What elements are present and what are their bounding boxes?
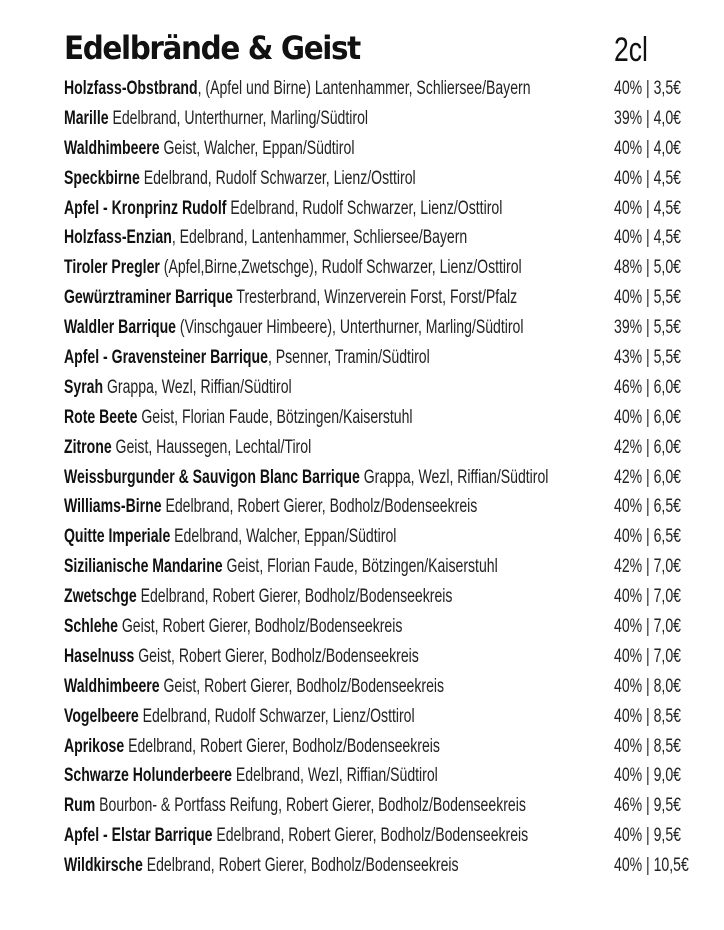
menu-item: [64, 433, 714, 463]
menu-item-price: 46% | 6,0€: [614, 376, 681, 398]
menu-item-name: Zitrone: [64, 436, 112, 458]
menu-item-details: , Psenner, Tramin/Südtirol: [267, 347, 430, 369]
menu-item-details: Edelbrand, Robert Gierer, Bodholz/Bodenseekreis: [142, 855, 459, 877]
menu-item-name: Apfel - Elstar Barrique: [64, 825, 213, 847]
menu-item: [64, 492, 714, 522]
menu-item-details: Edelbrand, Robert Gierer, Bodholz/Bodenseekreis: [161, 496, 478, 518]
menu-item-description: [64, 791, 526, 821]
menu-item-description: [64, 672, 444, 702]
menu-item-name: Marille: [64, 107, 109, 129]
menu-item: [64, 283, 714, 313]
menu-item-details: Geist, Robert Gierer, Bodholz/Bodenseekreis: [134, 645, 419, 667]
menu-item: [64, 732, 714, 762]
menu-item-description: [64, 492, 477, 522]
menu-item: [64, 463, 714, 493]
menu-item-description: [64, 702, 415, 732]
menu-item: [64, 642, 714, 672]
menu-title: Edelbrände & Geist: [64, 29, 360, 67]
serving-size: 2cl: [614, 31, 648, 69]
menu-item: [64, 74, 714, 104]
menu-item-name: Waldhimbeere: [64, 137, 160, 159]
menu-item: [64, 821, 714, 851]
menu-item-details: , Edelbrand, Lantenhammer, Schliersee/Bayern: [171, 227, 468, 249]
menu-item-description: [64, 74, 531, 104]
menu-item: [64, 761, 714, 791]
menu-item-description: [64, 223, 467, 253]
menu-item-name: Waldler Barrique: [64, 317, 176, 339]
menu-item-name: Quitte Imperiale: [64, 526, 171, 548]
menu-item-name: Holzfass-Obstbrand: [64, 78, 198, 99]
menu-item-details: Grappa, Wezl, Riffian/Südtirol: [359, 466, 549, 488]
menu-item-details: Edelbrand, Unterthurner, Marling/Südtirol: [108, 107, 369, 129]
menu-item-description: [64, 134, 354, 164]
menu-item-details: Geist, Robert Gierer, Bodholz/Bodenseekreis: [117, 616, 403, 638]
menu-item-price: 40% | 7,0€: [614, 616, 681, 638]
menu-item: [64, 253, 714, 283]
menu-item-price: 40% | 6,5€: [614, 496, 681, 518]
menu-item: [64, 343, 714, 373]
menu-item-name: Holzfass-Enzian: [64, 227, 172, 249]
menu-item-price: 40% | 4,5€: [614, 167, 681, 189]
menu-item-description: [64, 343, 430, 373]
menu-item-description: [64, 732, 440, 762]
menu-item-details: Edelbrand, Walcher, Eppan/Südtirol: [170, 526, 397, 548]
menu-item-price: 40% | 7,0€: [614, 586, 681, 608]
menu-item-details: Geist, Robert Gierer, Bodholz/Bodenseekreis: [159, 675, 445, 697]
menu-item-details: Edelbrand, Wezl, Riffian/Südtirol: [232, 765, 438, 787]
menu-item: [64, 223, 714, 253]
menu-item-description: [64, 522, 396, 552]
menu-item-price: 42% | 7,0€: [614, 556, 681, 578]
menu-item-name: Sizilianische Mandarine: [64, 556, 223, 578]
menu-item-description: [64, 582, 452, 612]
menu-item-price: 40% | 9,5€: [614, 825, 681, 847]
menu-item-name: Weissburgunder & Sauvigon Blanc Barrique: [64, 466, 360, 488]
menu-item-details: Edelbrand, Rudolf Schwarzer, Lienz/Osttirol: [139, 167, 416, 189]
menu-item: [64, 582, 714, 612]
menu-item-description: [64, 104, 368, 134]
menu-item-price: 40% | 4,5€: [614, 197, 681, 219]
menu-item: [64, 702, 714, 732]
menu-item: [64, 612, 714, 642]
menu-item-price: 40% | 8,5€: [614, 705, 681, 727]
menu-item-details: , (Apfel und Birne) Lantenhammer, Schliersee/Bayern: [197, 78, 531, 99]
menu-item-description: [64, 373, 292, 403]
menu-item: [64, 791, 714, 821]
menu-item-name: Rote Beete: [64, 406, 138, 428]
menu-item-price: 39% | 5,5€: [614, 317, 681, 339]
menu-item-details: Grappa, Wezl, Riffian/Südtirol: [103, 376, 292, 398]
menu-item-details: Geist, Haussegen, Lechtal/Tirol: [111, 436, 312, 458]
menu-item-price: 39% | 4,0€: [614, 107, 681, 129]
menu-item-name: Schwarze Holunderbeere: [64, 765, 233, 787]
menu-item-name: Rum: [64, 795, 96, 817]
menu-item-price: 40% | 7,0€: [614, 645, 681, 667]
menu-item-price: 40% | 8,0€: [614, 675, 681, 697]
menu-item-details: Edelbrand, Robert Gierer, Bodholz/Bodenseekreis: [212, 825, 529, 847]
menu-item: [64, 134, 714, 164]
menu-item-description: [64, 164, 416, 194]
menu-item-details: (Vinschgauer Himbeere), Unterthurner, Marling/Südtirol: [175, 317, 524, 339]
menu-item: [64, 194, 714, 224]
menu-item-description: [64, 403, 413, 433]
menu-item-name: Aprikose: [64, 735, 125, 757]
menu-item-details: Edelbrand, Rudolf Schwarzer, Lienz/Osttirol: [226, 197, 503, 219]
menu-item: [64, 313, 714, 343]
menu-item-description: [64, 821, 528, 851]
menu-item: [64, 373, 714, 403]
menu-item-name: Speckbirne: [64, 167, 140, 189]
menu-item: [64, 552, 714, 582]
menu-header: [64, 28, 714, 68]
menu-item-description: [64, 253, 522, 283]
menu-item-name: Apfel - Kronprinz Rudolf: [64, 197, 227, 219]
menu-item-price: 40% | 6,5€: [614, 526, 681, 548]
menu-item-name: Williams-Birne: [64, 496, 162, 518]
menu-item-description: [64, 194, 502, 224]
menu-item-name: Apfel - Gravensteiner Barrique: [64, 347, 268, 369]
menu-item-name: Syrah: [64, 376, 104, 398]
menu-item-name: Zwetschge: [64, 586, 137, 608]
menu-item-description: [64, 283, 517, 313]
menu-item-price: 40% | 6,0€: [614, 406, 681, 428]
menu-item-price: 43% | 5,5€: [614, 347, 681, 369]
menu-item-description: [64, 612, 402, 642]
menu-item-description: [64, 552, 498, 582]
menu-item-details: Geist, Florian Faude, Bötzingen/Kaiserstuhl: [137, 406, 413, 428]
menu-item-description: [64, 313, 523, 343]
menu-list: [64, 74, 714, 881]
menu-item-name: Tiroler Pregler: [64, 257, 160, 279]
menu-item-name: Waldhimbeere: [64, 675, 160, 697]
menu-item-price: 40% | 5,5€: [614, 287, 681, 309]
spirits-menu: [64, 28, 714, 881]
menu-item: [64, 403, 714, 433]
menu-item: [64, 164, 714, 194]
menu-item-description: [64, 642, 419, 672]
menu-item: [64, 851, 714, 881]
menu-item-price: 40% | 10,5€: [614, 855, 689, 877]
menu-item: [64, 522, 714, 552]
menu-item-description: [64, 761, 438, 791]
menu-item-details: Edelbrand, Rudolf Schwarzer, Lienz/Osttirol: [138, 705, 415, 727]
menu-item-description: [64, 851, 459, 881]
menu-item-price: 40% | 9,0€: [614, 765, 681, 787]
menu-item-price: 48% | 5,0€: [614, 257, 681, 279]
menu-item-price: 46% | 9,5€: [614, 795, 681, 817]
menu-item-details: Geist, Florian Faude, Bötzingen/Kaiserstuhl: [222, 556, 498, 578]
menu-item-details: (Apfel,Birne,Zwetschge), Rudolf Schwarzer, Lienz/Osttirol: [159, 257, 522, 279]
menu-item-description: [64, 433, 311, 463]
menu-item-details: Edelbrand, Robert Gierer, Bodholz/Bodenseekreis: [136, 586, 453, 608]
menu-item-name: Gewürztraminer Barrique: [64, 287, 233, 309]
menu-item-price: 40% | 3,5€: [614, 78, 681, 99]
menu-item: [64, 104, 714, 134]
menu-item-details: Edelbrand, Robert Gierer, Bodholz/Bodenseekreis: [124, 735, 440, 757]
menu-item-price: 40% | 4,0€: [614, 137, 681, 159]
menu-item: [64, 672, 714, 702]
menu-item-name: Haselnuss: [64, 645, 135, 667]
menu-item-description: [64, 463, 548, 493]
menu-item-details: Bourbon- & Portfass Reifung, Robert Gierer, Bodholz/Bodenseekreis: [95, 795, 526, 817]
menu-item-price: 40% | 8,5€: [614, 735, 681, 757]
menu-item-details: Tresterbrand, Winzerverein Forst, Forst/Pfalz: [232, 287, 518, 309]
menu-item-price: 42% | 6,0€: [614, 436, 681, 458]
menu-item-name: Schlehe: [64, 616, 118, 638]
menu-item-details: Geist, Walcher, Eppan/Südtirol: [159, 137, 355, 159]
menu-item-name: Wildkirsche: [64, 855, 143, 877]
menu-item-name: Vogelbeere: [64, 705, 139, 727]
menu-item-price: 42% | 6,0€: [614, 466, 681, 488]
menu-item-price: 40% | 4,5€: [614, 227, 681, 249]
